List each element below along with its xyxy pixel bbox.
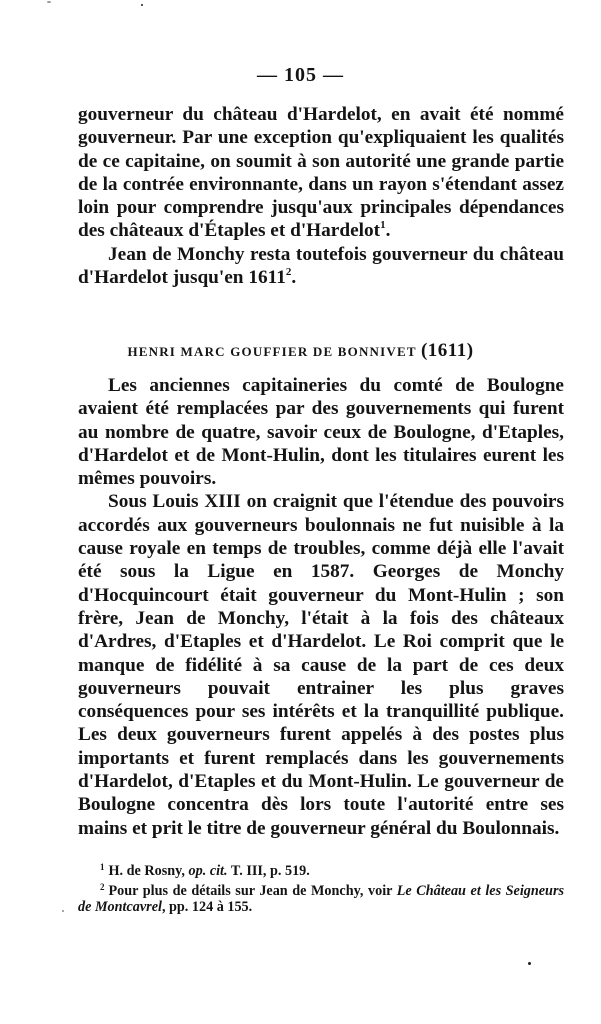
- paragraph-end: .: [385, 220, 391, 242]
- heading-year: (1611): [420, 340, 474, 361]
- paragraph: Les anciennes capitaineries du comté de Boulogne avaient été remplacées par des gouvernements qui furent au nombre de quatre, savoir ceux de Boulogne, d'Etaples, d'Hardelot et de Mont-Hulin, dont les titulaires eurent les mêmes pouvoirs.: [78, 375, 564, 490]
- section-body: [78, 374, 564, 840]
- footnote-italic: op. cit.: [188, 863, 228, 879]
- footnote-marker: 2: [100, 882, 105, 892]
- section-continuation: [78, 103, 564, 289]
- scan-speck: [62, 910, 64, 912]
- paragraph: Sous Louis XIII on craignit que l'étendue des pouvoirs accordés aux gouverneurs boulonnais ne fut nuisible à la cause royale en temps de troubles, comme déjà elle l'avait été sous la Ligue en 1587. Georges de Monchy d'Hocquincourt était gouverneur du Mont-Hulin ; son frère, Jean de Monchy, l'était à la fois des châteaux d'Ardres, d'Etaples et d'Hardelot. Le Roi comprit que le manque de fidélité à sa cause de la part de ces deux gouverneurs pouvait entrainer les plus graves conséquences pour ses intérêts et la tranquillité publique. Les deux gouverneurs furent appelés à des postes plus importants et furent remplacés dans les gouvernements d'Hardelot, d'Etaples et du Mont-Hulin. Le gouverneur de Boulogne concentra dès lors toute l'autorité entre ses mains et prit le titre de gouverneur général du Boulonnais.: [78, 491, 564, 839]
- footnote-reference[interactable]: 1: [380, 219, 386, 232]
- footnote-italic: Le Château et les Seigneurs de Montcavrel: [78, 883, 564, 915]
- footnote-text: , pp. 124 à 155.: [161, 899, 253, 915]
- footnote-marker: 1: [100, 862, 105, 872]
- footnote-text: Pour plus de détails sur Jean de Monchy, voir: [108, 883, 397, 899]
- footnote: [78, 859, 564, 879]
- scan-speck: [47, 1, 51, 3]
- scan-speck: [528, 962, 531, 965]
- paragraph: [78, 243, 564, 290]
- heading-title: HENRI MARC GOUFFIER DE BONNIVET: [127, 344, 417, 359]
- footnote: [78, 879, 564, 915]
- section-heading: [0, 340, 601, 362]
- paragraph-end: .: [291, 267, 297, 289]
- footnote-text: T. III, p. 519.: [227, 863, 310, 879]
- paragraph-text: gouverneur du château d'Hardelot, en avait été nommé gouverneur. Par une exception qu'expliquaient les qualités de ce capitaine, on soumit à son autorité une grande partie de la contrée environnante, dans un rayon s'étendant assez loin pour comprendre jusqu'aux principales dépendances des châteaux d'Étaples et d'Hardelot: [78, 104, 564, 242]
- footnote-text: H. de Rosny,: [108, 863, 189, 879]
- paragraph: [78, 103, 564, 243]
- scan-speck: [141, 4, 143, 6]
- paragraph-text: Jean de Monchy resta toutefois gouverneur du château d'Hardelot jusqu'en 1611: [78, 243, 564, 289]
- footnote-reference[interactable]: 2: [285, 266, 292, 279]
- footnotes: [78, 859, 564, 915]
- page-number: — 105 —: [257, 64, 344, 86]
